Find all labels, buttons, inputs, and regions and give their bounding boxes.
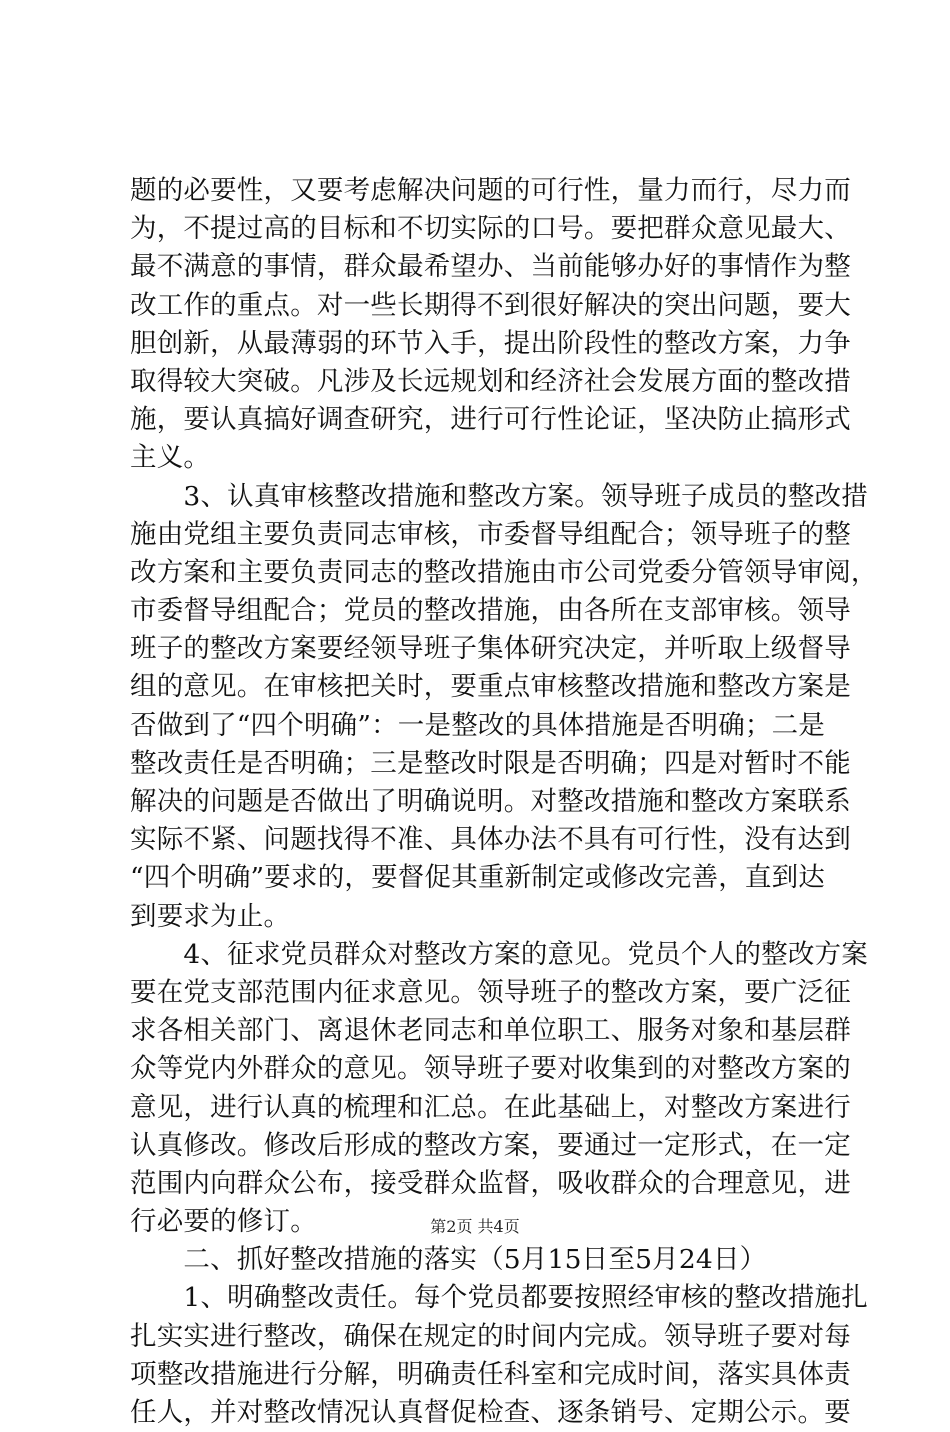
text-line: 改方案和主要负责同志的整改措施由市公司党委分管领导审阅， bbox=[130, 556, 878, 588]
text-line: 求各相关部门、离退休老同志和单位职工、服务对象和基层群 bbox=[130, 1015, 851, 1047]
text-line: 胆创新，从最薄弱的环节入手，提出阶段性的整改方案，力争 bbox=[130, 327, 851, 359]
page-number-footer: 第2页 共4页 bbox=[430, 1217, 520, 1236]
text-line: 实际不紧、问题找得不准、具体办法不具有可行性，没有达到 bbox=[130, 824, 851, 856]
text-line: 题的必要性，又要考虑解决问题的可行性，量力而行，尽力而 bbox=[130, 175, 851, 206]
text-line: 任人，并对整改情况认真督促检查、逐条销号、定期公示。要 bbox=[130, 1397, 851, 1428]
text-line: 取得较大突破。凡涉及长远规划和经济社会发展方面的整改措 bbox=[130, 365, 851, 397]
text-line: 施，要认真搞好调查研究，进行可行性论证，坚决防止搞形式 bbox=[130, 404, 851, 436]
text-line: 意见，进行认真的梳理和汇总。在此基础上，对整改方案进行 bbox=[130, 1091, 851, 1123]
text-line: 范围内向群众公布，接受群众监督，吸收群众的合理意见，进 bbox=[130, 1167, 851, 1199]
text-line: 改工作的重点。对一些长期得不到很好解决的突出问题，要大 bbox=[130, 289, 851, 321]
text-line: 为，不提过高的目标和不切实际的口号。要把群众意见最大、 bbox=[130, 213, 851, 245]
text-line: 认真修改。修改后形成的整改方案，要通过一定形式，在一定 bbox=[130, 1129, 851, 1161]
text-line: 3、认真审核整改措施和整改方案。领导班子成员的整改措 bbox=[130, 480, 868, 512]
text-line: 解决的问题是否做出了明确说明。对整改措施和整改方案联系 bbox=[130, 786, 851, 817]
text-line: 班子的整改方案要经领导班子集体研究决定，并听取上级督导 bbox=[130, 633, 851, 665]
text-line: 4、征求党员群众对整改方案的意见。党员个人的整改方案 bbox=[130, 938, 868, 970]
text-line: 1、明确整改责任。每个党员都要按照经审核的整改措施扎 bbox=[130, 1282, 868, 1314]
text-line: 否做到了“四个明确”：一是整改的具体措施是否明确；二是 bbox=[130, 709, 825, 741]
text-line: 施由党组主要负责同志审核，市委督导组配合；领导班子的整 bbox=[130, 518, 851, 550]
text-line: 行必要的修订。 bbox=[130, 1206, 317, 1238]
text-line: 扎实实进行整改，确保在规定的时间内完成。领导班子要对每 bbox=[130, 1320, 851, 1352]
text-line: 众等党内外群众的意见。领导班子要对收集到的对整改方案的 bbox=[130, 1053, 851, 1085]
text-line: 要在党支部范围内征求意见。领导班子的整改方案，要广泛征 bbox=[130, 976, 851, 1008]
text-line: 项整改措施进行分解，明确责任科室和完成时间，落实具体责 bbox=[130, 1358, 851, 1390]
text-line: 市委督导组配合；党员的整改措施，由各所在支部审核。领导 bbox=[130, 595, 851, 627]
text-line: 组的意见。在审核把关时，要重点审核整改措施和整改方案是 bbox=[130, 671, 851, 703]
body-text bbox=[130, 172, 878, 1432]
text-line: 主义。 bbox=[130, 442, 211, 474]
text-line: 最不满意的事情，群众最希望办、当前能够办好的事情作为整 bbox=[130, 251, 851, 283]
text-line: 整改责任是否明确；三是整改时限是否明确；四是对暂时不能 bbox=[130, 747, 851, 779]
text-line: 二、抓好整改措施的落实（5月15日至5月24日） bbox=[130, 1244, 767, 1276]
text-line: “四个明确”要求的，要督促其重新制定或修改完善，直到达 bbox=[130, 862, 825, 894]
text-line: 到要求为止。 bbox=[130, 900, 291, 932]
